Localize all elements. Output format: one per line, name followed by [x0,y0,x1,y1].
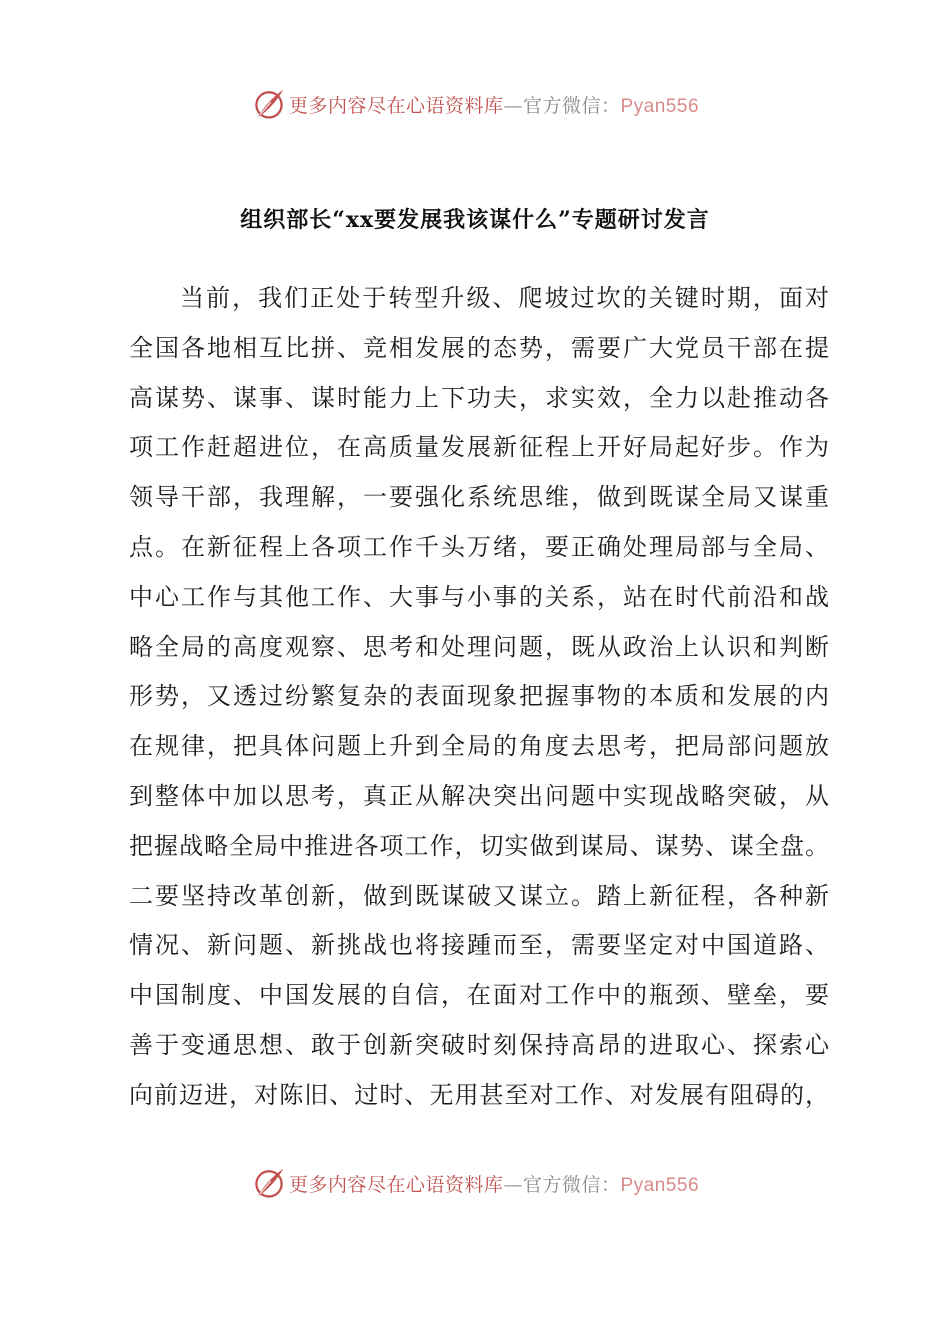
body-line: 形势，又透过纷繁复杂的表面现象把握事物的本质和发展的内 [129,682,829,711]
banner-separator: — [503,94,523,117]
body-line: 点。在新征程上各项工作千头万绪，要正确处理局部与全局、 [129,532,829,561]
body-line: 领导干部，我理解，一要强化系统思维，做到既谋全局又谋重 [129,483,829,512]
banner-wechat-id: Pyan556 [620,1174,700,1196]
footer-banner [0,1161,950,1205]
header-banner [0,82,950,126]
body-line: 向前迈进，对陈旧、过时、无用甚至对工作、对发展有阻碍的， [129,1080,829,1109]
banner-wechat-id: Pyan556 [620,95,700,117]
body-line: 中心工作与其他工作、大事与小事的关系，站在时代前沿和战 [129,582,829,611]
document-body [129,274,829,1121]
banner-wechat-label: 官方微信： [522,94,621,117]
banner-wechat-label: 官方微信： [522,1173,621,1196]
document-title: 组织部长“xx要发展我该谋什么”专题研讨发言 [240,207,710,233]
banner-site-name: 更多内容尽在心语资料库 [288,94,504,117]
quill-pen-logo-icon [251,1165,287,1201]
body-line: 在规律，把具体问题上升到全局的角度去思考，把局部问题放 [129,732,829,761]
body-line: 高谋势、谋事、谋时能力上下功夫，求实效，全力以赴推动各 [129,383,829,412]
body-line: 略全局的高度观察、思考和处理问题，既从政治上认识和判断 [129,632,829,661]
body-line: 项工作赶超进位，在高质量发展新征程上开好局起好步。作为 [129,433,829,462]
body-line: 情况、新问题、新挑战也将接踵而至，需要坚定对中国道路、 [129,931,829,960]
body-line: 中国制度、中国发展的自信，在面对工作中的瓶颈、壁垒，要 [129,981,829,1010]
body-line: 当前，我们正处于转型升级、爬坡过坎的关键时期，面对 [180,284,829,312]
banner-text [289,91,699,118]
body-line: 全国各地相互比拼、竞相发展的态势，需要广大党员干部在提 [129,333,829,362]
banner-site-name: 更多内容尽在心语资料库 [288,1173,504,1196]
body-line: 二要坚持改革创新，做到既谋破又谋立。踏上新征程，各种新 [129,881,829,910]
body-line: 到整体中加以思考，真正从解决突出问题中实现战略突破，从 [129,781,829,810]
quill-pen-logo-icon [251,86,287,122]
body-line: 善于变通思想、敢于创新突破时刻保持高昂的进取心、探索心 [129,1030,829,1059]
body-line: 把握战略全局中推进各项工作，切实做到谋局、谋势、谋全盘。 [129,831,829,860]
banner-separator: — [503,1173,523,1196]
banner-text [289,1170,699,1197]
